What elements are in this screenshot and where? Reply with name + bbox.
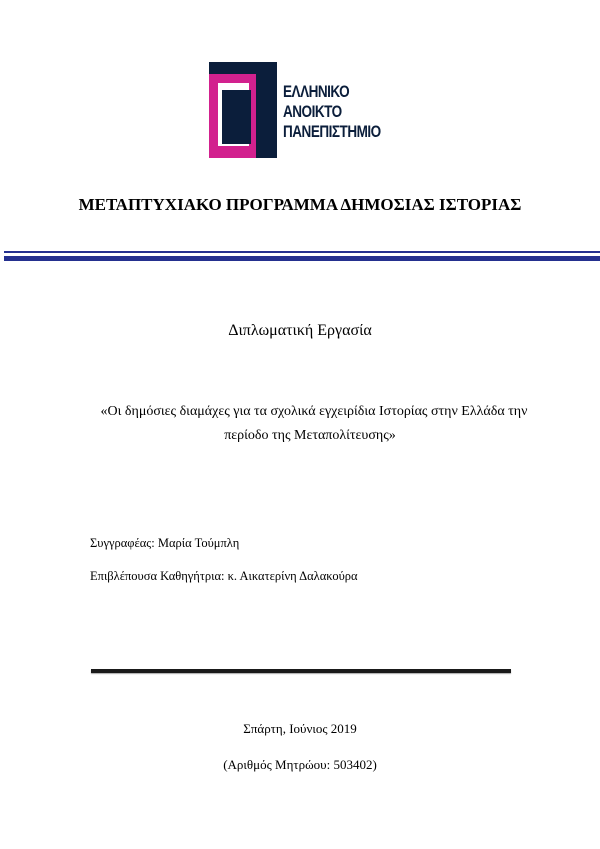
header-divider-thick [4,256,600,261]
logo-line-3: ΠΑΝΕΠΙΣΤΗΜΙΟ [283,123,381,141]
author-line: Συγγραφέας: Μαρία Τούμπλη [90,536,240,550]
logo-line-1: ΕΛΛΗΝΙΚΟ [283,83,350,101]
thesis-title: «Οι δημόσιες διαμάχες για τα σχολικά εγχειρίδια Ιστορίας στην Ελλάδα την περίοδο της Μεταπολίτευσης» [100,404,528,443]
university-logo [209,62,409,158]
header-divider-thin [4,251,600,253]
footer-divider [91,669,511,673]
program-title: ΜΕΤΑΠΤΥΧΙΑΚΟ ΠΡΟΓΡΑΜΜΑ ΔΗΜΟΣΙΑΣ ΙΣΤΟΡΙΑΣ [78,195,522,214]
logo-line-2: ΑΝΟΙΚΤΟ [283,103,342,121]
place-date: Σπάρτη, Ιούνιος 2019 [243,721,357,736]
document-type: Διπλωματική Εργασία [228,322,372,339]
supervisor-line: Επιβλέπουσα Καθηγήτρια: κ. Αικατερίνη Δαλακούρα [90,569,358,583]
registry-number: (Αριθμός Μητρώου: 503402) [223,757,377,772]
university-name [283,82,381,142]
university-logo-icon [209,62,277,158]
